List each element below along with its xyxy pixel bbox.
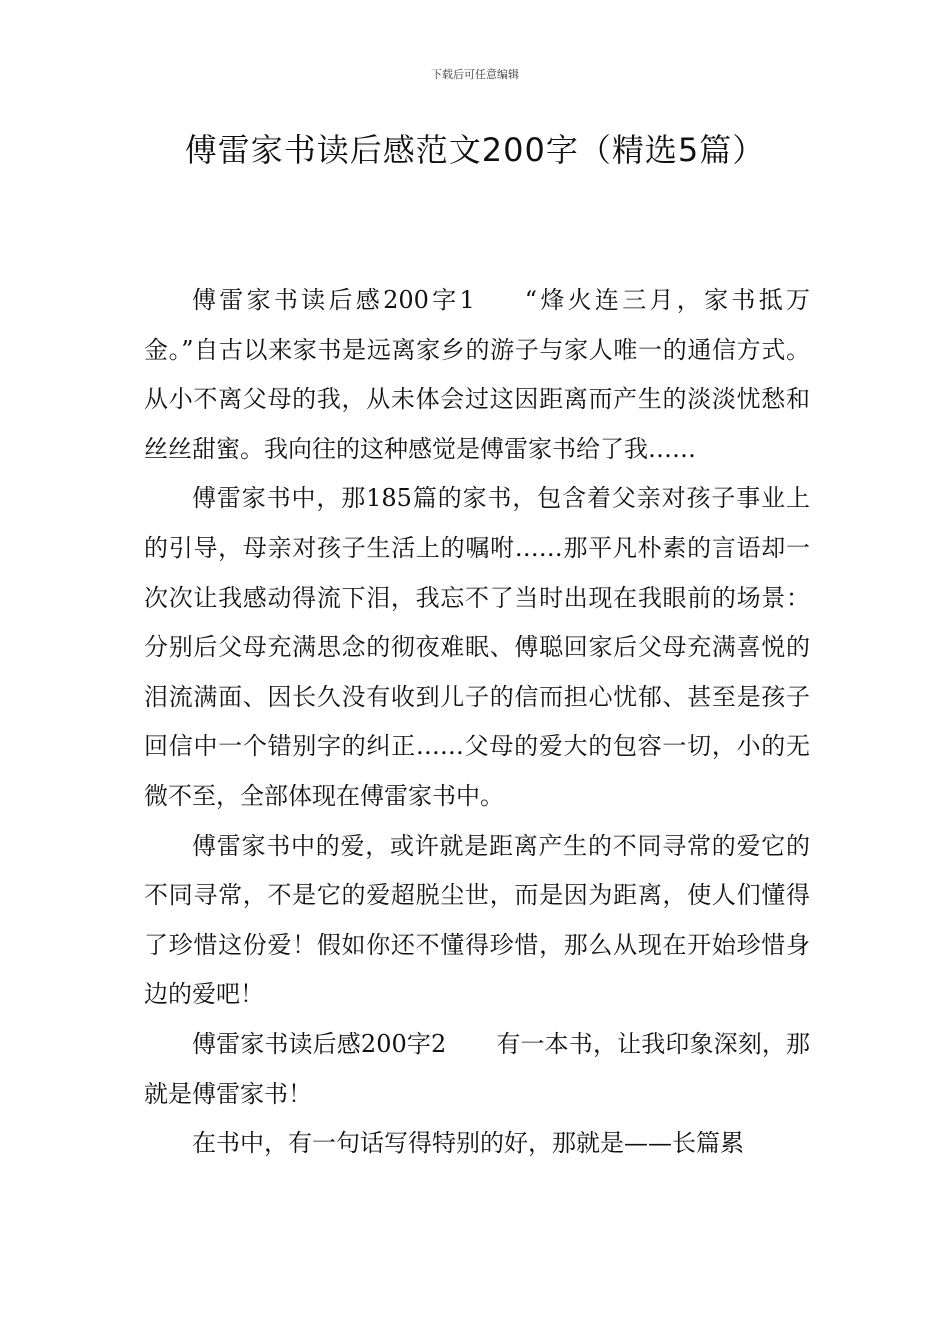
paragraph-text: 在书中，有一句话写得特别的好，那就是——长篇累 [192, 1129, 744, 1158]
document-body [144, 276, 810, 1169]
paragraph-essay-2-intro [144, 1020, 810, 1119]
paragraph-essay-1-conclusion [144, 822, 810, 1020]
paragraph-text: 傅雷家书中，那185篇的家书，包含着父亲对孩子事业上的引导，母亲对孩子生活上的嘱咐……那平凡朴素的言语却一次次让我感动得流下泪，我忘不了当时出现在我眼前的场景：分别后父母充满思念的彻夜难眠、傅聪回家后父母充满喜悦的泪流满面、因长久没有收到儿子的信而担心忧郁、甚至是孩子回信中一个错别字的纠正……父母的爱大的包容一切，小的无微不至，全部体现在傅雷家书中。 [144, 484, 810, 810]
essay-heading-1: 傅雷家书读后感200字1 [192, 286, 475, 314]
essay-heading-2: 傅雷家书读后感200字2 [192, 1029, 447, 1058]
document-title: 傅雷家书读后感范文200字（精选5篇） [184, 131, 766, 169]
paragraph-text: “烽火连三月，家书抵万金。”自古以来家书是远离家乡的游子与家人唯一的通信方式。从小不离父母的我，从未体会过这因距离而产生的淡淡忧愁和丝丝甜蜜。我向往的这种感觉是傅雷家书给了我…… [144, 286, 810, 463]
paragraph-essay-1-intro [144, 276, 810, 474]
paragraph-text: 傅雷家书中的爱，或许就是距离产生的不同寻常的爱它的不同寻常，不是它的爱超脱尘世，而是因为距离，使人们懂得了珍惜这份爱！假如你还不懂得珍惜，那么从现在开始珍惜身边的爱吧！ [144, 831, 810, 1009]
paragraph-text: 有一本书，让我印象深刻，那就是傅雷家书！ [144, 1029, 811, 1108]
paragraph-essay-1-body [144, 474, 810, 821]
paragraph-essay-2-body [144, 1119, 810, 1169]
header-note: 下载后可任意编辑 [431, 68, 519, 81]
